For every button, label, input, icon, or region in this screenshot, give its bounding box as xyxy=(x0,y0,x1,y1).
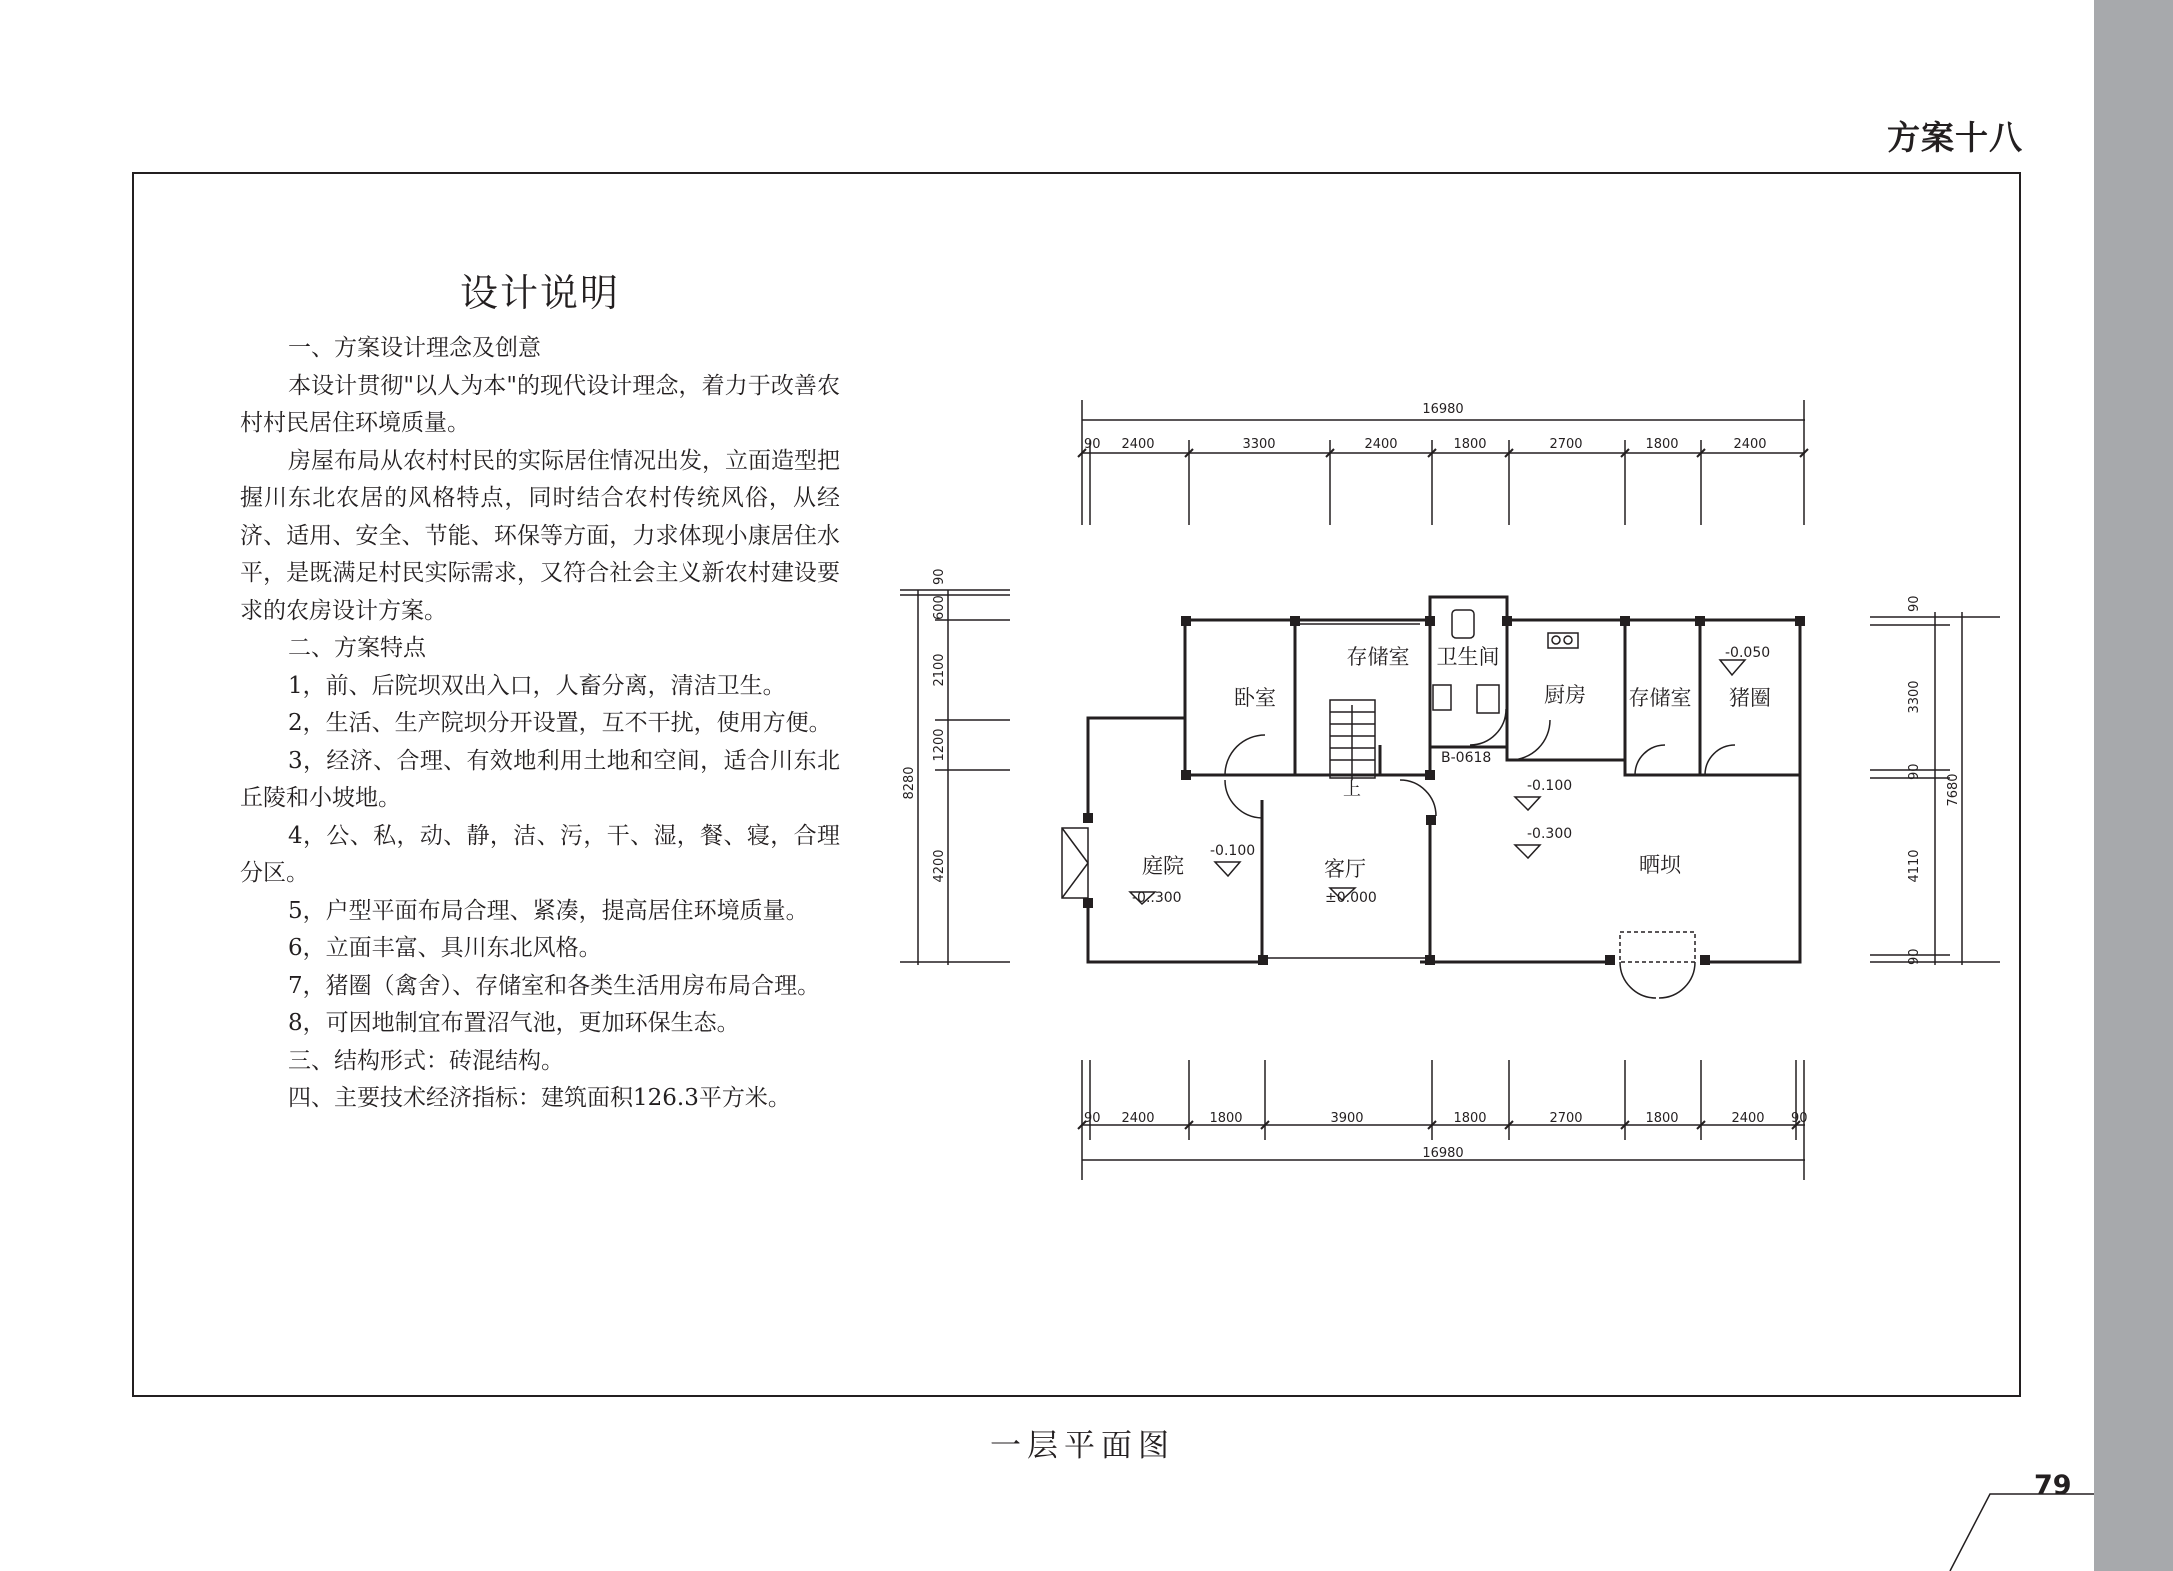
top-total-dim: 16980 xyxy=(1422,402,1464,417)
list-item: 1，前、后院坝双出入口，人畜分离，清洁卫生。 xyxy=(288,672,786,699)
room-pigsty: 猪圈 xyxy=(1729,686,1771,710)
top-dim: 2700 xyxy=(1549,437,1583,452)
page-corner-line xyxy=(1950,1494,2094,1571)
top-dim: 2400 xyxy=(1121,437,1155,452)
paragraph: 本设计贯彻"以人为本"的现代设计理念，着力于改善农村村民居住环境质量。 xyxy=(240,372,840,436)
left-dim: 1200 xyxy=(932,728,947,762)
list-item: 5，户型平面布局合理、紧凑，提高居住环境质量。 xyxy=(288,897,809,924)
bottom-dim: 3900 xyxy=(1330,1111,1364,1126)
room-bathroom: 卫生间 xyxy=(1436,645,1500,669)
level-label: -0.100 xyxy=(1210,843,1256,859)
bottom-dim: 1800 xyxy=(1209,1111,1243,1126)
list-item: 6，立面丰富、具川东北风格。 xyxy=(288,935,602,961)
bottom-dim: 2400 xyxy=(1121,1111,1155,1126)
right-dim: 90 xyxy=(1907,948,1922,965)
stair-label: 上 xyxy=(1343,779,1361,800)
right-total-dim: 7680 xyxy=(1946,773,1961,807)
scheme-title: 方案十八 xyxy=(1887,118,2023,157)
list-item: 7，猪圈（禽舍）、存储室和各类生活用房布局合理。 xyxy=(288,972,821,999)
top-dim: 1800 xyxy=(1453,437,1487,452)
top-dim: 2400 xyxy=(1364,437,1398,452)
bottom-dim: 2700 xyxy=(1549,1111,1583,1126)
top-dim: 1800 xyxy=(1645,437,1679,452)
bottom-dim: 2400 xyxy=(1731,1111,1765,1126)
level-label: -0.100 xyxy=(1527,778,1573,794)
left-dim: 600 xyxy=(932,595,947,620)
room-storage: 存储室 xyxy=(1346,645,1410,669)
right-dim: 3300 xyxy=(1907,680,1922,714)
list-item: 4，公、私，动、静，洁、污，干、湿，餐、寝，合理分区。 xyxy=(240,822,840,886)
page-number: 79 xyxy=(2034,1470,2072,1501)
door-code: B-0618 xyxy=(1441,750,1492,766)
section-heading: 四、主要技术经济指标：建筑面积126.3平方米。 xyxy=(288,1085,791,1111)
bottom-dim: 90 xyxy=(1084,1111,1101,1126)
left-dim: 2100 xyxy=(932,653,947,687)
right-dim: 4110 xyxy=(1907,849,1922,883)
paragraph: 房屋布局从农村村民的实际居住情况出发，立面造型把握川东北农居的风格特点，同时结合农村传统风俗，从经济、适用、安全、节能、环保等方面，力求体现小康居住水平，是既满足村民实际需求，又符合社会主义新农村建设要求的农房设计方案。 xyxy=(240,447,840,624)
floor-plan-drawing xyxy=(880,390,1961,1210)
left-dim: 4200 xyxy=(932,849,947,883)
list-item: 3，经济、合理、有效地利用土地和空间，适合川东北丘陵和小坡地。 xyxy=(240,747,840,811)
level-label: -0.300 xyxy=(1527,826,1573,842)
room-living-room: 客厅 xyxy=(1324,857,1366,881)
top-dim: 2400 xyxy=(1733,437,1767,452)
top-dim: 3300 xyxy=(1242,437,1276,452)
plan-caption: 一层平面图 xyxy=(990,1428,1175,1464)
side-strip xyxy=(2094,0,2173,1571)
section-heading: 一、方案设计理念及创意 xyxy=(288,335,541,361)
level-label: -0..300 xyxy=(1132,890,1182,906)
bottom-dim: 1800 xyxy=(1645,1111,1679,1126)
bottom-dim: 1800 xyxy=(1453,1111,1487,1126)
top-dim: 90 xyxy=(1084,437,1101,452)
room-courtyard: 庭院 xyxy=(1142,854,1184,878)
right-dim: 90 xyxy=(1907,763,1922,780)
document-title: 设计说明 xyxy=(460,271,621,315)
section-heading: 三、结构形式：砖混结构。 xyxy=(288,1047,564,1074)
design-description xyxy=(240,330,840,1118)
right-dim: 90 xyxy=(1907,595,1922,612)
bottom-dim: 90 xyxy=(1791,1111,1808,1126)
section-heading: 二、方案特点 xyxy=(288,635,426,661)
room-storage: 存储室 xyxy=(1628,686,1692,710)
level-label: -0.050 xyxy=(1725,645,1771,661)
left-dim: 90 xyxy=(932,568,947,585)
bottom-total-dim: 16980 xyxy=(1422,1146,1464,1161)
room-kitchen: 厨房 xyxy=(1544,683,1586,707)
left-total-dim: 8280 xyxy=(902,766,917,800)
room-drying-yard: 晒坝 xyxy=(1639,853,1681,877)
room-bedroom: 卧室 xyxy=(1234,686,1276,710)
list-item: 2，生活、生产院坝分开设置，互不干扰，使用方便。 xyxy=(288,710,832,736)
list-item: 8，可因地制宜布置沼气池，更加环保生态。 xyxy=(288,1010,740,1036)
level-label: ±0.000 xyxy=(1325,890,1377,906)
